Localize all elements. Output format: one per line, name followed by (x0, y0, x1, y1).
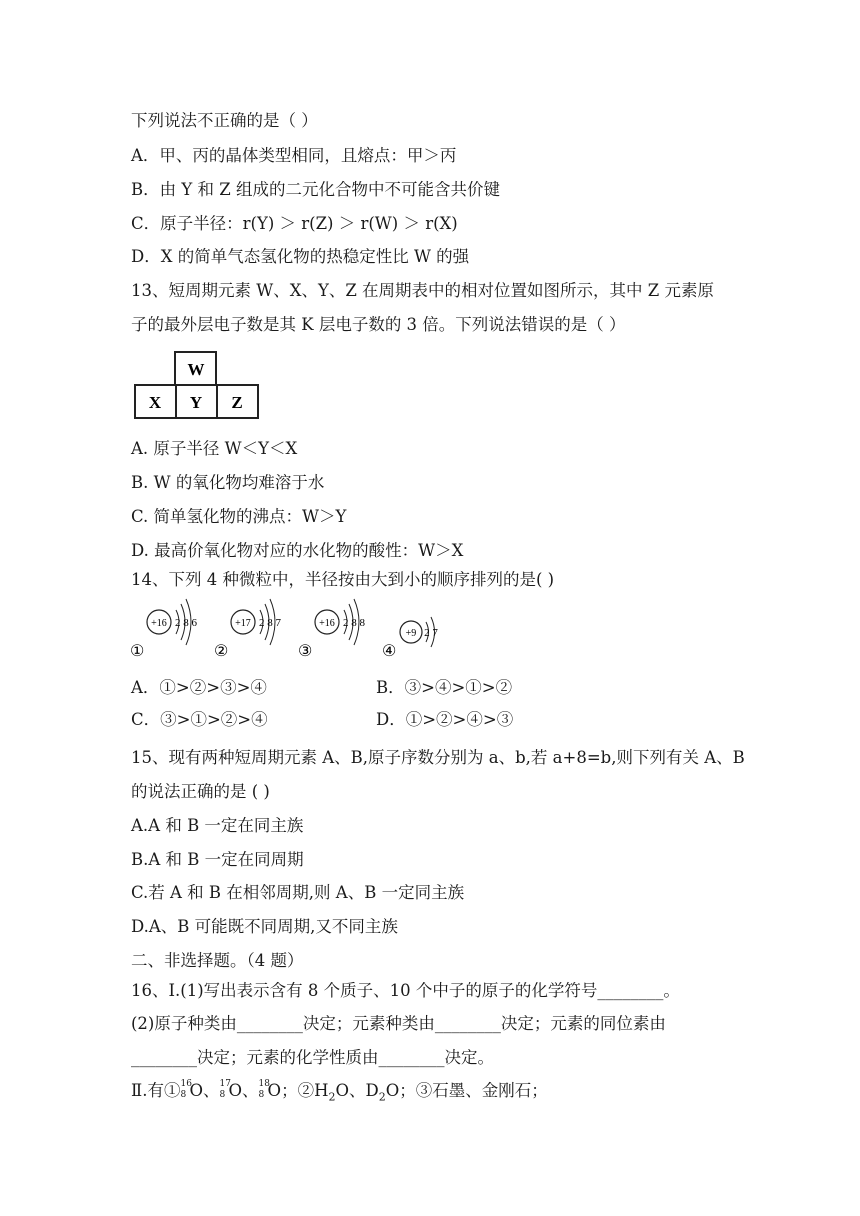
q13-stem-line1: 13、短周期元素 W、X、Y、Z 在周期表中的相对位置如图所示，其中 Z 元素原 (131, 281, 715, 300)
q14-stem: 14、下列 4 种微粒中，半径按由大到小的顺序排列的是( ) (131, 570, 555, 589)
q13-option-d: D. 最高价氧化物对应的水化物的酸性：W＞X (131, 541, 464, 560)
iso-o18-mass: 18 (258, 1078, 270, 1089)
periodic-position-table (134, 350, 264, 422)
cell-w-label: W (187, 360, 205, 379)
isotope-o18 (258, 1078, 270, 1102)
iso-o16-symbol: O (189, 1081, 203, 1100)
q12-stem: 下列说法不正确的是（ ） (131, 111, 318, 130)
water-middle: O、D (335, 1081, 379, 1100)
sep-1: 、 (203, 1081, 220, 1100)
iso-o18-z: 8 (258, 1089, 265, 1100)
cell-y-label: Y (189, 393, 203, 412)
atom-3-nucleus: +16 (319, 618, 335, 629)
atom-4-nucleus: +9 (405, 628, 417, 639)
atom-4-label: ④ (382, 641, 397, 660)
atom-structure-diagrams (128, 596, 488, 662)
q15-option-c: C.若 A 和 B 在相邻周期,则 A、B 一定同主族 (131, 883, 465, 902)
q13-option-b: B. W 的氧化物均难溶于水 (131, 473, 325, 492)
q13-option-c: C. 简单氢化物的沸点：W＞Y (131, 507, 347, 526)
q12-option-c: C．原子半径：r(Y) ＞ r(Z) ＞ r(W) ＞ r(X) (131, 214, 458, 233)
atom-diagram-1 (130, 599, 198, 660)
q16-part2-prefix: Ⅱ.有① (131, 1081, 181, 1100)
iso-o17-z: 8 (219, 1089, 226, 1100)
q14-option-d: D．①>②>④>③ (376, 710, 514, 729)
q16-line4 (131, 1080, 548, 1108)
q14-option-c: C．③>①>②>④ (131, 710, 268, 729)
sep-2: 、 (242, 1081, 259, 1100)
cell-z-label: Z (231, 393, 243, 412)
q14-option-b: B．③>④>①>② (376, 678, 513, 697)
q12-option-d: D．X 的简单气态氢化物的热稳定性比 W 的强 (131, 247, 470, 266)
atom-2-label: ② (214, 641, 229, 660)
q16-line2: (2)原子种类由________决定；元素种类由________决定；元素的同位素由 (131, 1014, 666, 1033)
atom-diagram-3 (298, 599, 366, 660)
atom-1-label: ① (130, 641, 145, 660)
iso-o16-mass: 16 (180, 1078, 192, 1089)
atom-3-shells: 2 8 8 (343, 617, 365, 629)
q14-option-a: A．①>②>③>④ (131, 678, 267, 697)
q15-stem-line2: 的说法正确的是 ( ) (131, 782, 270, 801)
q16-line4-suffix: O；③石墨、金刚石； (385, 1081, 548, 1100)
cell-x-label: X (148, 393, 162, 412)
q13-option-a: A. 原子半径 W＜Y＜X (131, 439, 298, 458)
iso-o17-symbol: O (228, 1081, 243, 1100)
atom-4-shells: 2 7 (424, 627, 438, 639)
q15-option-b: B.A 和 B 一定在同周期 (131, 850, 304, 869)
isotope-o16 (180, 1078, 192, 1102)
iso-o18-symbol: O (267, 1081, 282, 1100)
iso-o17-mass: 17 (219, 1078, 231, 1089)
q12-option-b: B．由 Y 和 Z 组成的二元化合物中不可能含共价键 (131, 180, 500, 199)
atom-diagram-2 (214, 599, 282, 660)
q16-line1: 16、Ⅰ.(1)写出表示含有 8 个质子、10 个中子的原子的化学符号________。 (131, 981, 680, 1000)
q16-line3: ________决定；元素的化学性质由________决定。 (131, 1048, 494, 1067)
isotope-o17 (219, 1078, 231, 1102)
atom-1-nucleus: +16 (151, 618, 167, 629)
d2o-subscript: 2 (378, 1090, 386, 1104)
section-2-heading: 二、非选择题。（4 题） (131, 951, 304, 970)
q15-option-a: A.A 和 B 一定在同主族 (131, 816, 304, 835)
atom-3-label: ③ (298, 641, 313, 660)
atom-2-nucleus: +17 (235, 618, 251, 629)
q12-option-a: A．甲、丙的晶体类型相同，且熔点：甲＞丙 (131, 146, 457, 165)
q13-stem-line2: 子的最外层电子数是其 K 层电子数的 3 倍。下列说法错误的是（ ） (131, 315, 626, 334)
water-prefix: ；②H (281, 1081, 329, 1100)
q15-stem-line1: 15、现有两种短周期元素 A、B,原子序数分别为 a、b,若 a+8=b,则下列有关 A、B (131, 748, 745, 767)
atom-diagram-4 (382, 617, 438, 660)
q15-option-d: D.A、B 可能既不同周期,又不同主族 (131, 917, 398, 936)
atom-1-shells: 2 8 6 (175, 617, 197, 629)
atom-2-shells: 2 8 7 (259, 617, 281, 629)
h2o-subscript: 2 (328, 1090, 336, 1104)
iso-o16-z: 8 (180, 1089, 187, 1100)
